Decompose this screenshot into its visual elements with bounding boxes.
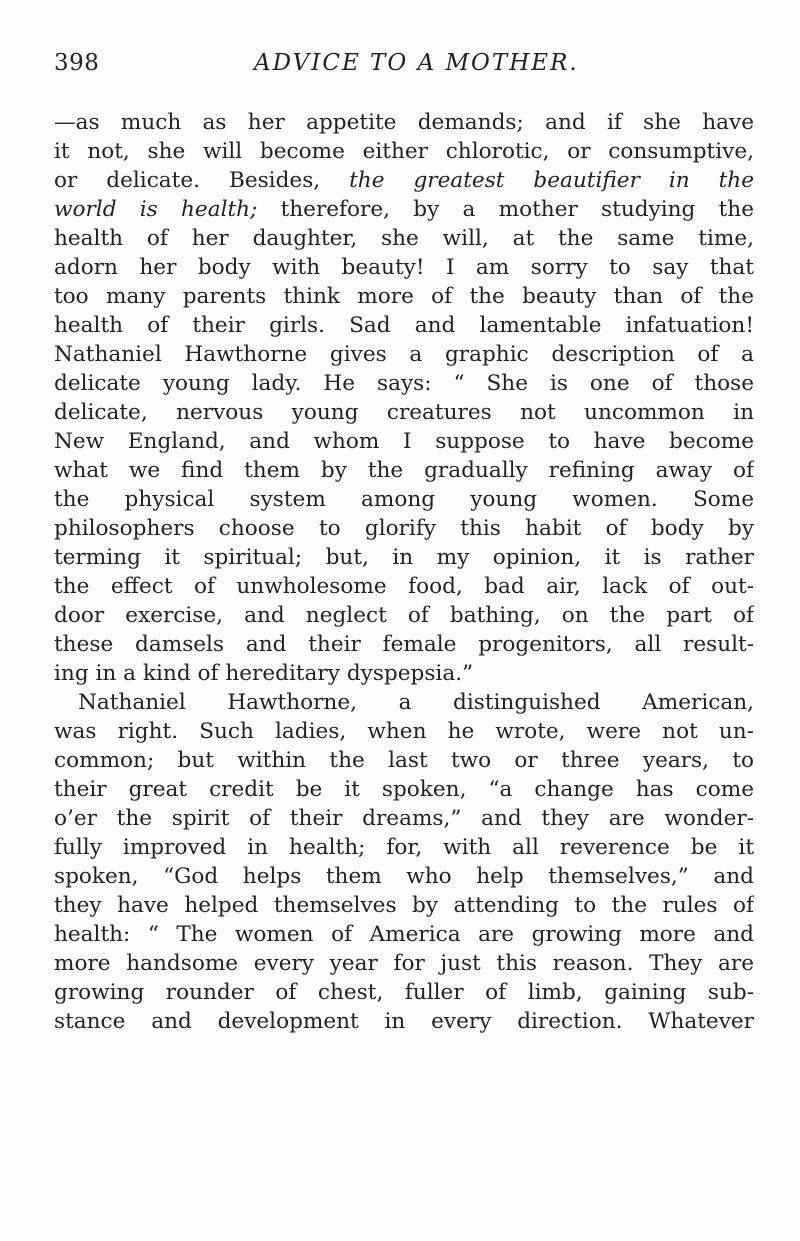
text-segment: or delicate. Besides, bbox=[54, 168, 321, 193]
text-segment: therefore, by a mother studying the bbox=[280, 197, 754, 222]
text-line: spoken, “God helps them who help themselves,” and bbox=[54, 864, 754, 889]
text-line: delicate, nervous young creatures not uncommon in bbox=[54, 400, 754, 425]
italic-phrase: world is health; bbox=[54, 197, 258, 222]
text-line: too many parents think more of the beauty than of the bbox=[54, 284, 754, 309]
text-line: the physical system among young women. Some bbox=[54, 487, 754, 512]
text-line: these damsels and their female progenitors, all result- bbox=[54, 632, 754, 657]
text-line: health: “ The women of America are growing more and bbox=[54, 922, 754, 947]
text-line: was right. Such ladies, when he wrote, were not un- bbox=[54, 719, 754, 744]
text-line: stance and development in every direction. Whatever bbox=[54, 1009, 754, 1034]
text-line: New England, and whom I suppose to have become bbox=[54, 429, 754, 454]
text-line: what we find them by the gradually refining away of bbox=[54, 458, 754, 483]
text-line: terming it spiritual; but, in my opinion, it is rather bbox=[54, 545, 754, 570]
running-head bbox=[54, 50, 754, 84]
text-line: —as much as her appetite demands; and if she have bbox=[54, 110, 754, 135]
text-line: growing rounder of chest, fuller of limb, gaining sub- bbox=[54, 980, 754, 1005]
text-line: common; but within the last two or three years, to bbox=[54, 748, 754, 773]
page-number: 398 bbox=[54, 50, 100, 76]
text-line: delicate young lady. He says: “ She is one of those bbox=[54, 371, 754, 396]
text-line bbox=[54, 166, 754, 195]
text-line: health of her daughter, she will, at the same time, bbox=[54, 226, 754, 251]
text-line: philosophers choose to glorify this habit of body by bbox=[54, 516, 754, 541]
text-line bbox=[54, 195, 754, 224]
text-line: fully improved in health; for, with all reverence be it bbox=[54, 835, 754, 860]
text-line: adorn her body with beauty! I am sorry to say that bbox=[54, 255, 754, 280]
text-line: it not, she will become either chlorotic, or consumptive, bbox=[54, 139, 754, 164]
text-line: their great credit be it spoken, “a change has come bbox=[54, 777, 754, 802]
text-line: ing in a kind of hereditary dyspepsia.” bbox=[54, 661, 474, 686]
text-line: o’er the spirit of their dreams,” and they are wonder- bbox=[54, 806, 754, 831]
text-line: they have helped themselves by attending to the rules of bbox=[54, 893, 754, 918]
text-line: more handsome every year for just this reason. They are bbox=[54, 951, 754, 976]
text-line: Nathaniel Hawthorne, a distinguished American, bbox=[78, 690, 754, 715]
text-line: health of their girls. Sad and lamentable infatuation! bbox=[54, 313, 754, 338]
italic-phrase: the greatest beautifier in the bbox=[349, 168, 754, 193]
text-line: the effect of unwholesome food, bad air, lack of out- bbox=[54, 574, 754, 599]
text-line: Nathaniel Hawthorne gives a graphic description of a bbox=[54, 342, 754, 367]
body-text bbox=[54, 108, 754, 1036]
text-line: door exercise, and neglect of bathing, on the part of bbox=[54, 603, 754, 628]
running-title: ADVICE TO A MOTHER. bbox=[254, 50, 579, 76]
